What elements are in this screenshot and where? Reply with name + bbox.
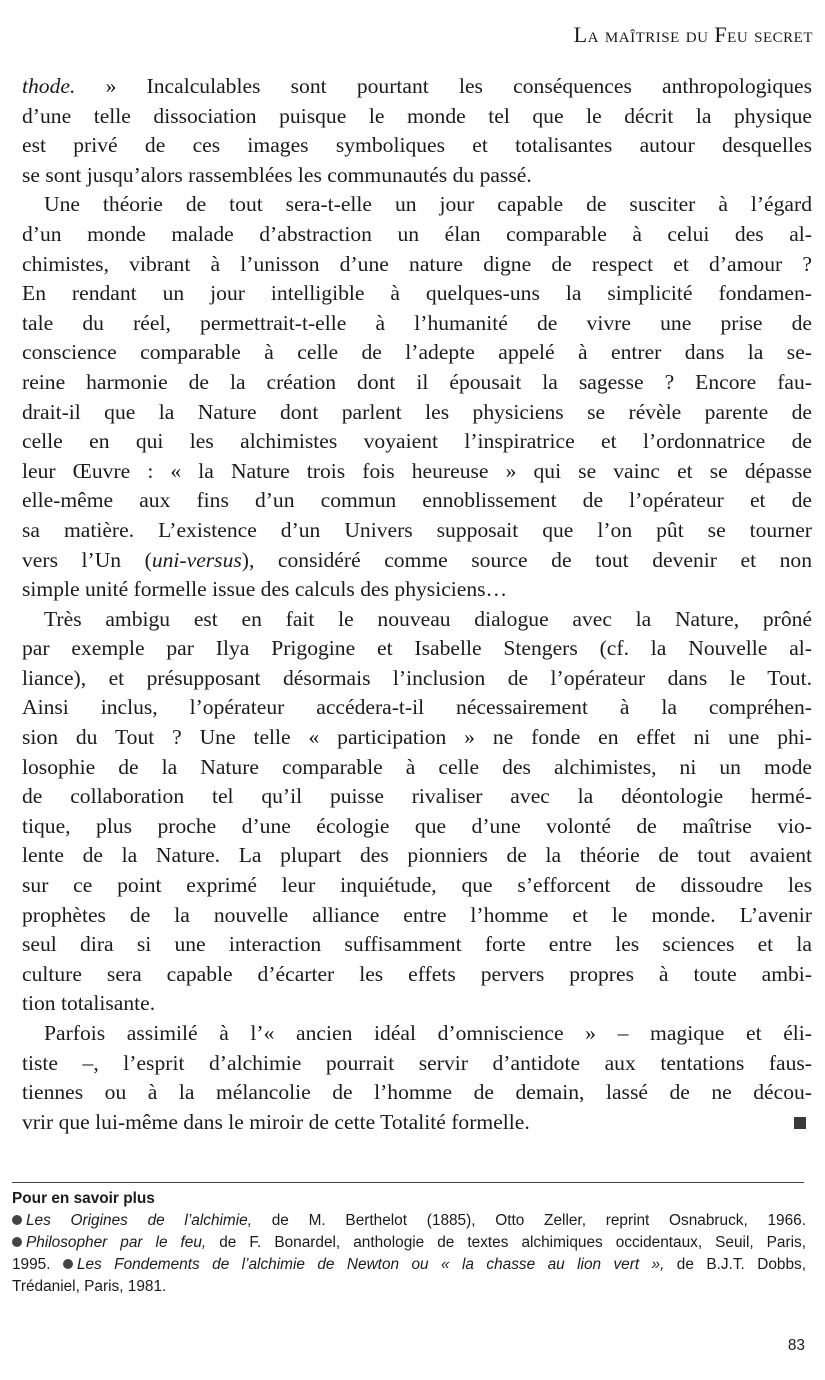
body-line: simple unité formelle issue des calculs des physiciens… [22, 577, 508, 602]
body-line: sion du Tout ? Une telle « participation » ne fonde en effet ni une phi- [22, 725, 812, 750]
body-line: prophètes de la nouvelle alliance entre l’homme et le monde. L’avenir [22, 902, 812, 927]
reference-details: 1995. [12, 1256, 63, 1273]
body-line: leur Œuvre : « la Nature trois fois heureuse » qui se vainc et se dépasse [22, 458, 812, 483]
body-line: reine harmonie de la création dont il épousait la sagesse ? Encore fau- [22, 369, 812, 394]
reference-details: de B.J.T. Dobbs, [664, 1256, 806, 1273]
body-line: Très ambigu est en fait le nouveau dialogue avec la Nature, prôné [44, 606, 812, 631]
body-line: Une théorie de tout sera-t-elle un jour capable de susciter à l’égard [44, 192, 812, 217]
body-line: En rendant un jour intelligible à quelques-uns la simplicité fondamen- [22, 281, 812, 306]
body-line: sa matière. L’existence d’un Univers supposait que l’on pût se tourner [22, 517, 812, 542]
body-text [22, 72, 812, 1137]
bullet-icon [63, 1259, 73, 1269]
body-line-text: vrir que lui-même dans le miroir de cette Totalité formelle. [22, 1109, 530, 1134]
reference-line [12, 1210, 806, 1232]
body-line: celle en qui les alchimistes voyaient l’inspiratrice et l’ordonnatrice de [22, 429, 812, 454]
body-line: tique, plus proche d’une écologie que d’une volonté de maîtrise vio- [22, 813, 812, 838]
body-line: Ainsi inclus, l’opérateur accédera-t-il nécessairement à la compréhen- [22, 695, 812, 720]
body-line: seul dira si une interaction suffisamment forte entre les sciences et la [22, 932, 812, 957]
body-line: lente de la Nature. La plupart des pionniers de la théorie de tout avaient [22, 843, 812, 868]
further-reading [12, 1188, 806, 1298]
body-line: drait-il que la Nature dont parlent les physiciens se révèle parente de [22, 399, 812, 424]
reference-title: Les Fondements de l’alchimie de Newton ou « la chasse au lion vert », [76, 1256, 665, 1273]
bullet-icon [12, 1215, 22, 1225]
body-line: conscience comparable à celle de l’adepte appelé à entrer dans la se- [22, 340, 812, 365]
reference-details: de M. Berthelot (1885), Otto Zeller, reprint Osnabruck, 1966. [252, 1212, 806, 1229]
body-line: vers l’Un (uni-versus), considéré comme source de tout devenir et non [22, 547, 812, 572]
body-line: liance), et présupposant désormais l’inclusion de l’opérateur dans le Tout. [22, 665, 812, 690]
body-line: tiste –, l’esprit d’alchimie pourrait servir d’antidote aux tentations faus- [22, 1050, 812, 1075]
reference-title: Les Origines de l’alchimie, [26, 1212, 253, 1229]
further-reading-title: Pour en savoir plus [12, 1190, 155, 1207]
footer-rule [12, 1182, 804, 1183]
body-line: losophie de la Nature comparable à celle des alchimistes, ni un mode [22, 754, 812, 779]
body-line: culture sera capable d’écarter les effets pervers propres à toute ambi- [22, 961, 812, 986]
end-of-article-mark [794, 1117, 806, 1129]
reference-line [12, 1232, 806, 1254]
body-line: par exemple par Ilya Prigogine et Isabelle Stengers (cf. la Nouvelle al- [22, 636, 812, 661]
body-line: tiennes ou à la mélancolie de l’homme de demain, lassé de ne décou- [22, 1080, 812, 1105]
reference-title: Philosopher par le feu, [26, 1234, 207, 1251]
body-line: est privé de ces images symboliques et totalisantes autour desquelles [22, 133, 812, 158]
body-line-final [22, 1108, 812, 1138]
body-line: Parfois assimilé à l’« ancien idéal d’omniscience » – magique et éli- [44, 1021, 812, 1045]
running-head: La maîtrise du Feu secret [573, 22, 813, 47]
bullet-icon [12, 1237, 22, 1247]
body-line: tion totalisante. [22, 991, 156, 1016]
page-number: 83 [787, 1337, 805, 1354]
body-line: tale du réel, permettrait-t-elle à l’humanité de vivre une prise de [22, 310, 812, 335]
reference-line [12, 1254, 806, 1276]
reference-line: Trédaniel, Paris, 1981. [12, 1278, 167, 1295]
body-line: thode. » Incalculables sont pourtant les conséquences anthropologiques [22, 74, 812, 98]
body-line: se sont jusqu’alors rassemblées les communautés du passé. [22, 162, 532, 187]
reference-details: de F. Bonardel, anthologie de textes alchimiques occidentaux, Seuil, Paris, [206, 1234, 806, 1251]
body-line: elle-même aux fins d’un commun ennoblissement de l’opérateur et de [22, 488, 812, 513]
body-line: chimistes, vibrant à l’unisson d’une nature digne de respect et d’amour ? [22, 251, 812, 276]
body-line: de collaboration tel qu’il puisse rivaliser avec la déontologie hermé- [22, 784, 812, 809]
body-line: sur ce point exprimé leur inquiétude, que s’efforcent de dissoudre les [22, 873, 812, 898]
body-line: d’une telle dissociation puisque le monde tel que le décrit la physique [22, 103, 812, 128]
body-line: d’un monde malade d’abstraction un élan comparable à celui des al- [22, 221, 812, 246]
